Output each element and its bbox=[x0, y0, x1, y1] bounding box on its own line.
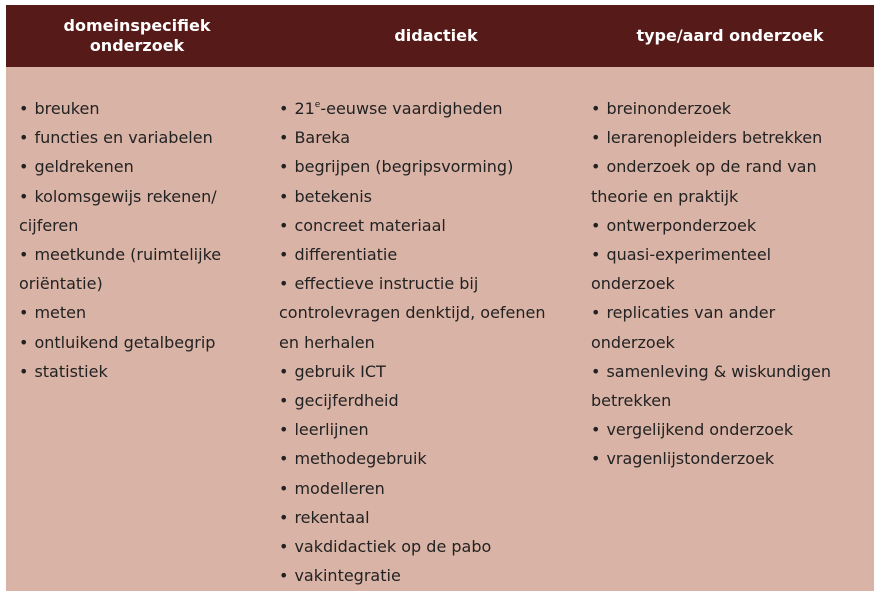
bullet-icon: • bbox=[591, 420, 601, 440]
bullet-icon: • bbox=[279, 245, 289, 265]
list-item-text: leerlijnen bbox=[294, 420, 369, 440]
list-item-text: differentiatie bbox=[294, 245, 398, 265]
bullet-icon: • bbox=[19, 157, 29, 177]
list-item-text: functies en variabelen bbox=[34, 128, 213, 148]
bullet-icon: • bbox=[279, 566, 289, 586]
list-item bbox=[591, 123, 861, 152]
bullet-icon: • bbox=[591, 99, 601, 118]
list-item bbox=[279, 269, 574, 357]
list-item bbox=[591, 298, 861, 356]
list-item bbox=[279, 240, 574, 269]
list-item bbox=[279, 386, 574, 415]
bullet-icon: • bbox=[279, 507, 289, 527]
bullet-icon: • bbox=[19, 128, 29, 148]
bullet-icon: • bbox=[279, 361, 289, 381]
list-item-text: Bareka bbox=[294, 128, 351, 148]
bullet-icon: • bbox=[19, 245, 29, 265]
column-domeinspecifiek bbox=[19, 94, 259, 386]
header-label: domeinspecifiek onderzoek bbox=[63, 16, 211, 55]
list-item bbox=[19, 123, 259, 152]
list-item-text: meetkunde (ruimtelijke oriëntatie) bbox=[19, 245, 222, 294]
bullet-icon: • bbox=[19, 99, 29, 118]
bullet-icon: • bbox=[279, 157, 289, 177]
header-domeinspecifiek-onderzoek bbox=[6, 5, 268, 67]
list-item-text: gebruik ICT bbox=[294, 361, 386, 381]
bullet-icon: • bbox=[591, 128, 601, 148]
list-item bbox=[19, 328, 259, 357]
list-item-text: breinonderzoek bbox=[606, 99, 732, 118]
bullet-icon: • bbox=[19, 303, 29, 323]
bullet-icon: • bbox=[279, 99, 289, 118]
list-item bbox=[591, 152, 861, 210]
bullet-icon: • bbox=[19, 186, 29, 206]
list-item-text: effectieve instructie bij controlevragen denktijd, oefenen en herhalen bbox=[279, 274, 546, 352]
bullet-icon: • bbox=[591, 245, 601, 265]
list-item bbox=[279, 123, 574, 152]
list-item bbox=[279, 152, 574, 181]
list-item bbox=[19, 298, 259, 327]
column-type-aard-onderzoek bbox=[591, 94, 861, 474]
list-item bbox=[591, 94, 861, 123]
header-label: type/aard onderzoek bbox=[636, 26, 824, 45]
list-item-text: lerarenopleiders betrekken bbox=[606, 128, 823, 148]
bullet-icon: • bbox=[279, 537, 289, 557]
header-type-aard-onderzoek bbox=[586, 5, 874, 67]
list-item-text: 21e-eeuwse vaardigheden bbox=[294, 99, 503, 118]
header-didactiek bbox=[286, 5, 586, 67]
bullet-icon: • bbox=[279, 478, 289, 498]
list-item bbox=[19, 357, 259, 386]
list-item bbox=[279, 415, 574, 444]
list-item-text: breuken bbox=[34, 99, 100, 118]
list-item-text: samenleving & wiskundigen betrekken bbox=[591, 361, 831, 411]
list-item-text: betekenis bbox=[294, 186, 373, 206]
list-item bbox=[591, 357, 861, 415]
list-item bbox=[279, 503, 574, 532]
bullet-icon: • bbox=[279, 391, 289, 411]
table-header bbox=[6, 5, 874, 67]
list-item-text: ontwerponderzoek bbox=[606, 215, 757, 235]
bullet-icon: • bbox=[19, 361, 29, 381]
list-item-text: vragenlijstonderzoek bbox=[606, 449, 775, 469]
list-item bbox=[279, 444, 574, 473]
topics-table bbox=[6, 5, 874, 591]
list-item-text: geldrekenen bbox=[34, 157, 134, 177]
list-item-text: kolomsgewijs rekenen/ cijferen bbox=[19, 186, 217, 235]
list-item-text: vergelijkend onderzoek bbox=[606, 420, 794, 440]
list-item-text: vakintegratie bbox=[294, 566, 401, 586]
list-item-text: onderzoek op de rand van theorie en praktijk bbox=[591, 157, 817, 206]
list-item bbox=[279, 357, 574, 386]
bullet-icon: • bbox=[591, 361, 601, 381]
list-item-text: ontluikend getalbegrip bbox=[34, 332, 216, 352]
list-item bbox=[279, 532, 574, 561]
list-item-text: meten bbox=[34, 303, 87, 323]
list-item-text: methodegebruik bbox=[294, 449, 427, 469]
list-item-text: statistiek bbox=[34, 361, 108, 381]
list-item bbox=[279, 211, 574, 240]
list-item-text: concreet materiaal bbox=[294, 215, 446, 235]
list-item bbox=[591, 211, 861, 240]
bullet-icon: • bbox=[591, 215, 601, 235]
header-label: didactiek bbox=[394, 26, 478, 45]
list-item-text: begrijpen (begripsvorming) bbox=[294, 157, 514, 177]
bullet-icon: • bbox=[279, 449, 289, 469]
bullet-icon: • bbox=[279, 215, 289, 235]
list-item-text: gecijferdheid bbox=[294, 391, 399, 411]
list-item bbox=[279, 561, 574, 590]
list-item-text: replicaties van ander onderzoek bbox=[591, 303, 776, 352]
list-item-text: vakdidactiek op de pabo bbox=[294, 537, 492, 557]
list-item bbox=[279, 94, 574, 123]
list-item bbox=[19, 182, 259, 240]
bullet-icon: • bbox=[279, 420, 289, 440]
list-item bbox=[591, 415, 861, 444]
list-item-text: rekentaal bbox=[294, 507, 370, 527]
list-item bbox=[279, 474, 574, 503]
bullet-icon: • bbox=[279, 128, 289, 148]
bullet-icon: • bbox=[279, 186, 289, 206]
bullet-icon: • bbox=[591, 157, 601, 177]
list-item bbox=[19, 240, 259, 298]
bullet-icon: • bbox=[19, 332, 29, 352]
list-item bbox=[19, 94, 259, 123]
bullet-icon: • bbox=[279, 274, 289, 294]
list-item bbox=[591, 444, 861, 473]
list-item-text: quasi-experimenteel onderzoek bbox=[591, 245, 772, 294]
list-item bbox=[591, 240, 861, 298]
list-item bbox=[19, 152, 259, 181]
list-item bbox=[279, 182, 574, 211]
column-didactiek bbox=[279, 94, 574, 590]
list-item-text: modelleren bbox=[294, 478, 385, 498]
bullet-icon: • bbox=[591, 303, 601, 323]
bullet-icon: • bbox=[591, 449, 601, 469]
